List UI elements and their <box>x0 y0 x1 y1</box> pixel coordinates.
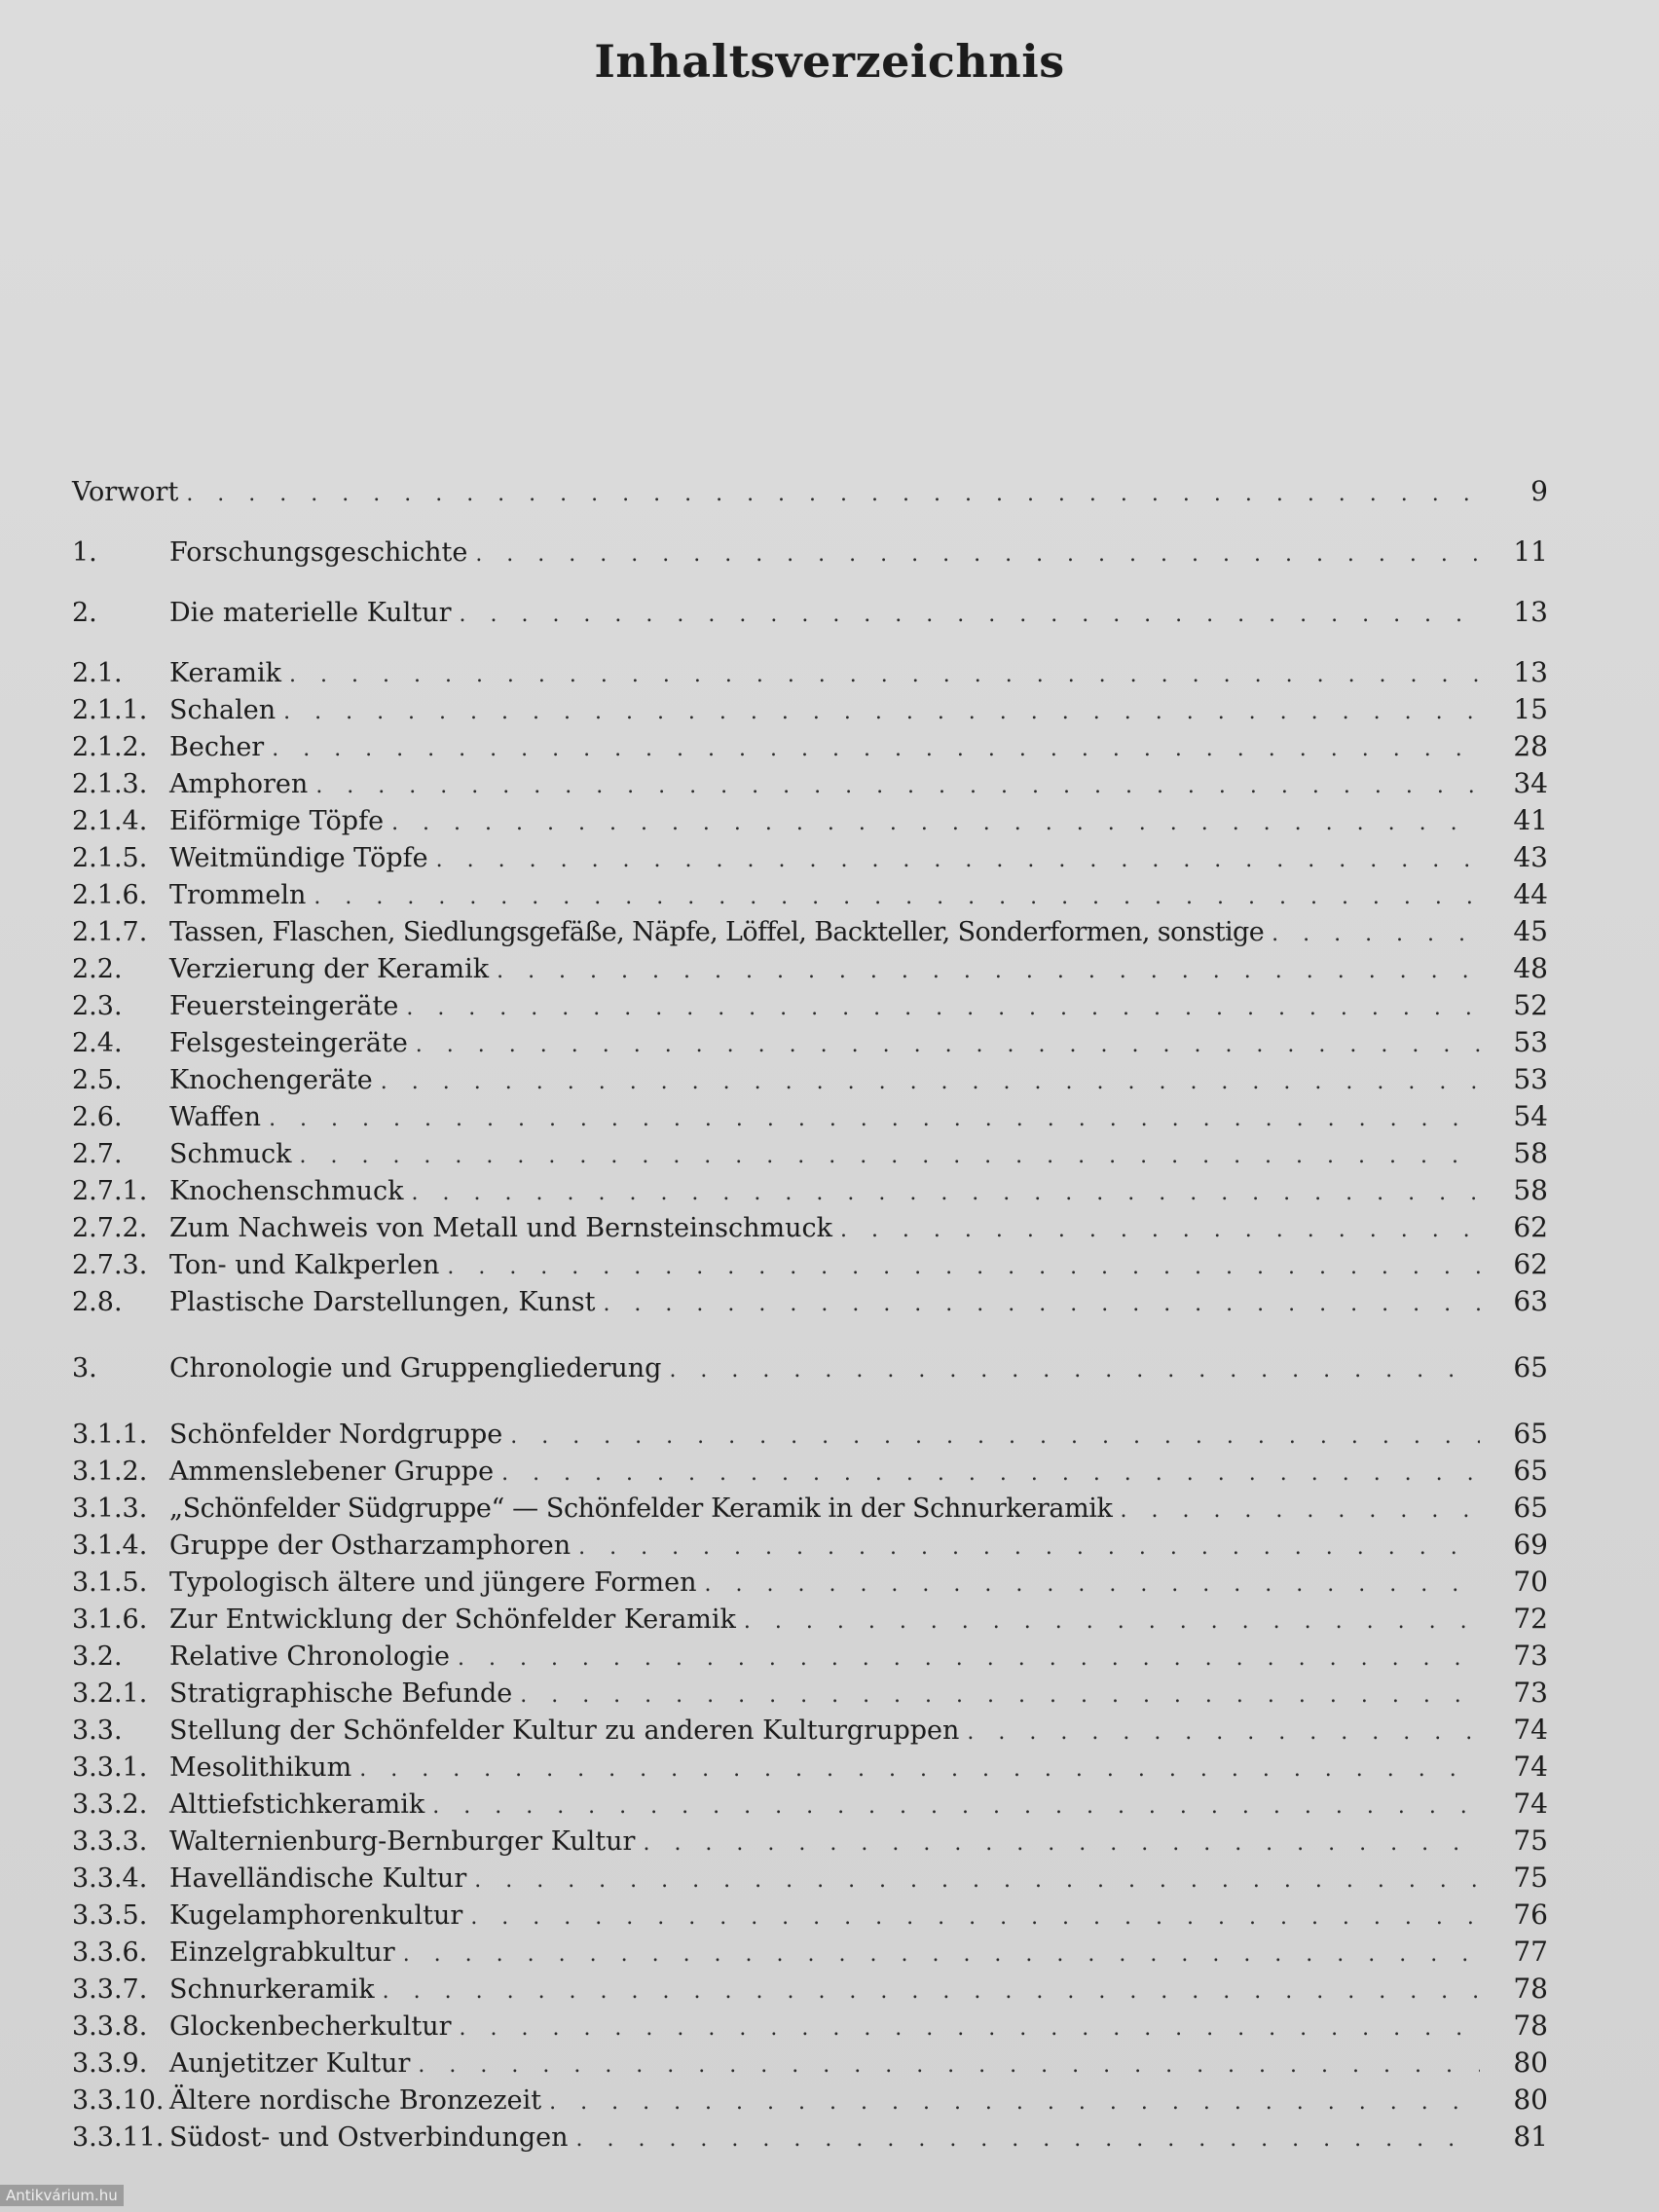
toc-entry-label: Walternienburg-Bernburger Kultur <box>169 1826 636 1857</box>
toc-entry-page: 76 <box>1513 1899 1548 1931</box>
toc-entry-label: Verzierung der Keramik <box>169 954 490 984</box>
dot-leader <box>416 1027 1480 1064</box>
toc-entry-page: 74 <box>1513 1788 1548 1820</box>
toc-entry-page: 74 <box>1513 1751 1548 1783</box>
toc-entry-page: 75 <box>1513 1862 1548 1894</box>
toc-entry-number: 2.6. <box>72 1102 123 1132</box>
toc-entry-number: 2.1.7. <box>72 917 148 947</box>
toc-entry-page: 74 <box>1513 1714 1548 1746</box>
dot-leader <box>578 1530 1480 1567</box>
dot-leader <box>447 1249 1480 1286</box>
toc-entry <box>72 1749 1548 1786</box>
toc-entry-label: Relative Chronologie <box>169 1641 450 1672</box>
dot-leader <box>272 731 1480 768</box>
toc-entry-number: 3.1.1. <box>72 1419 148 1450</box>
toc-entry <box>72 1527 1548 1564</box>
toc-entry <box>72 1209 1548 1246</box>
toc-entry-number: 3.3.3. <box>72 1826 148 1857</box>
dot-leader <box>412 1175 1480 1212</box>
toc-entry-page: 28 <box>1513 730 1548 762</box>
dot-leader <box>549 2084 1480 2121</box>
toc-entry <box>72 1246 1548 1283</box>
dot-leader <box>289 657 1480 694</box>
dot-leader <box>501 1456 1480 1493</box>
toc-entry-number: 2.7.3. <box>72 1250 148 1280</box>
dot-leader <box>299 1138 1480 1175</box>
toc-entry-page: 53 <box>1513 1063 1548 1095</box>
toc-entry-page: 80 <box>1513 2046 1548 2079</box>
dot-leader <box>383 1973 1480 2010</box>
toc-entry-page: 81 <box>1513 2120 1548 2153</box>
table-of-contents <box>72 473 1548 2156</box>
dot-leader <box>313 879 1480 916</box>
toc-entry-label: Ton- und Kalkperlen <box>169 1250 440 1280</box>
toc-entry-label: Mesolithikum <box>169 1752 352 1783</box>
toc-entry-label: Keramik <box>169 658 282 688</box>
toc-entry-page: 43 <box>1513 841 1548 873</box>
dot-leader <box>705 1567 1480 1604</box>
toc-entry-label: Ältere nordische Bronzezeit <box>169 2085 542 2116</box>
toc-entry-label: Trommeln <box>169 880 307 910</box>
toc-entry-label: Plastische Darstellungen, Kunst <box>169 1287 596 1317</box>
dot-leader <box>459 597 1480 634</box>
toc-entry <box>72 913 1548 950</box>
dot-leader <box>575 2121 1480 2158</box>
toc-entry-label: Weitmündige Töpfe <box>169 843 428 873</box>
toc-entry-number: 3.1.3. <box>72 1493 148 1524</box>
toc-entry <box>72 1283 1548 1320</box>
toc-entry-number: 2.1.4. <box>72 806 148 836</box>
toc-entry-number: 3.1.4. <box>72 1530 148 1561</box>
toc-entry-label: Gruppe der Ostharzamphoren <box>169 1530 571 1561</box>
dot-leader <box>669 1352 1480 1389</box>
dot-leader <box>406 990 1480 1027</box>
toc-entry-number: 2.7.2. <box>72 1213 148 1243</box>
dot-leader <box>418 2047 1480 2084</box>
toc-entry <box>72 2082 1548 2119</box>
toc-entry-label: Stellung der Schönfelder Kultur zu anderen Kulturgruppen <box>169 1715 960 1746</box>
toc-entry-label: Havelländische Kultur <box>169 1863 467 1894</box>
toc-entry-number: 2. <box>72 598 97 628</box>
toc-entry-label: Felsgesteingeräte <box>169 1028 408 1058</box>
toc-entry-number: 2.1.6. <box>72 880 148 910</box>
dot-leader <box>458 1641 1480 1677</box>
toc-entry-page: 62 <box>1513 1248 1548 1280</box>
toc-entry <box>72 594 1548 631</box>
toc-entry-number: 3.3.9. <box>72 2048 148 2079</box>
dot-leader <box>470 1899 1480 1936</box>
toc-entry-page: 13 <box>1513 596 1548 628</box>
toc-entry-label: Schnurkeramik <box>169 1974 375 2005</box>
toc-entry <box>72 691 1548 728</box>
toc-entry-page: 48 <box>1513 952 1548 984</box>
dot-leader <box>315 768 1480 805</box>
dot-leader <box>643 1825 1480 1862</box>
toc-entry-page: 80 <box>1513 2083 1548 2116</box>
toc-entry-page: 73 <box>1513 1677 1548 1709</box>
toc-entry-page: 75 <box>1513 1825 1548 1857</box>
toc-entry <box>72 987 1548 1024</box>
toc-entry-number: 2.7. <box>72 1139 123 1169</box>
toc-entry-label: Kugelamphorenkultur <box>169 1900 463 1931</box>
toc-entry <box>72 1712 1548 1749</box>
toc-entry-label: Eiförmige Töpfe <box>169 806 385 836</box>
toc-entry-number: 2.1.5. <box>72 843 148 873</box>
dot-leader <box>1120 1493 1480 1530</box>
toc-entry <box>72 1098 1548 1135</box>
toc-entry <box>72 1349 1548 1386</box>
toc-entry-label: Amphoren <box>169 769 309 799</box>
toc-entry-page: 78 <box>1513 2009 1548 2042</box>
toc-entry-page: 44 <box>1513 878 1548 910</box>
toc-entry-page: 65 <box>1513 1492 1548 1524</box>
toc-entry <box>72 1024 1548 1061</box>
toc-entry-number: 2.2. <box>72 954 123 984</box>
toc-entry <box>72 1453 1548 1490</box>
toc-entry <box>72 654 1548 691</box>
toc-entry-page: 52 <box>1513 989 1548 1021</box>
toc-entry <box>72 1490 1548 1527</box>
dot-leader <box>967 1714 1480 1751</box>
toc-entry-page: 53 <box>1513 1026 1548 1058</box>
toc-entry-page: 63 <box>1513 1285 1548 1317</box>
toc-entry-page: 9 <box>1530 475 1548 507</box>
toc-entry <box>72 876 1548 913</box>
toc-entry-label: Knochenschmuck <box>169 1176 404 1206</box>
toc-entry <box>72 534 1548 571</box>
toc-entry-vorwort <box>72 473 1548 510</box>
toc-entry-page: 34 <box>1513 767 1548 799</box>
toc-entry-number: 3.3.2. <box>72 1789 148 1820</box>
toc-entry <box>72 1786 1548 1823</box>
toc-entry-label: Waffen <box>169 1102 262 1132</box>
toc-entry <box>72 1638 1548 1675</box>
toc-entry-number: 3.3.10. <box>72 2085 165 2116</box>
toc-entry-page: 65 <box>1513 1351 1548 1383</box>
dot-leader <box>460 2010 1481 2047</box>
toc-entry-number: 1. <box>72 537 97 568</box>
toc-entry <box>72 1564 1548 1601</box>
toc-entry-number: 3.3.5. <box>72 1900 148 1931</box>
toc-entry-label: Südost- und Ostverbindungen <box>169 2122 569 2153</box>
toc-entry-label: Chronologie und Gruppengliederung <box>169 1353 662 1383</box>
toc-entry-number: 2.1.3. <box>72 769 148 799</box>
toc-entry-number: 3.2. <box>72 1641 123 1672</box>
toc-entry <box>72 1897 1548 1934</box>
toc-entry <box>72 1860 1548 1897</box>
toc-entry-number: 3.3.4. <box>72 1863 148 1894</box>
toc-entry-number: 3.3. <box>72 1715 123 1746</box>
toc-entry-number: 2.3. <box>72 991 123 1021</box>
toc-entry-label: Tassen, Flaschen, Siedlungsgefäße, Näpfe, Löffel, Backteller, Sonderformen, sonstige <box>169 917 1265 947</box>
toc-entry-page: 72 <box>1513 1603 1548 1635</box>
toc-entry <box>72 2008 1548 2045</box>
toc-entry-label: Einzelgrabkultur <box>169 1937 395 1968</box>
toc-entry <box>72 839 1548 876</box>
toc-entry <box>72 728 1548 765</box>
toc-entry-number: 2.1. <box>72 658 123 688</box>
toc-entry-label: Forschungsgeschichte <box>169 537 468 568</box>
toc-entry <box>72 802 1548 839</box>
toc-entry-label: Stratigraphische Befunde <box>169 1678 513 1709</box>
toc-entry-label: Feuersteingeräte <box>169 991 399 1021</box>
toc-entry-number: 2.4. <box>72 1028 123 1058</box>
toc-entry-page: 70 <box>1513 1566 1548 1598</box>
dot-leader <box>381 1064 1480 1101</box>
toc-entry-number: 3.2.1. <box>72 1678 148 1709</box>
toc-entry <box>72 765 1548 802</box>
dot-leader <box>510 1419 1480 1456</box>
toc-entry-label: Knochengeräte <box>169 1065 373 1095</box>
toc-entry-page: 65 <box>1513 1418 1548 1450</box>
dot-leader <box>474 1862 1480 1899</box>
dot-leader <box>269 1101 1480 1138</box>
toc-entry <box>72 1416 1548 1453</box>
toc-entry-number: 2.1.2. <box>72 732 148 762</box>
toc-entry-number: 3.3.7. <box>72 1974 148 2005</box>
dot-leader <box>840 1212 1480 1249</box>
dot-leader <box>436 842 1480 879</box>
toc-entry <box>72 1675 1548 1712</box>
toc-entry-number: 3.1.5. <box>72 1567 148 1598</box>
watermark: Antikvárium.hu <box>0 2185 124 2206</box>
toc-entry-number: 3.1.2. <box>72 1456 148 1487</box>
toc-entry-number: 3.1.6. <box>72 1604 148 1635</box>
toc-entry-label: Schmuck <box>169 1139 292 1169</box>
toc-entry-label: Typologisch ältere und jüngere Formen <box>169 1567 697 1598</box>
toc-entry-label: Vorwort <box>72 477 179 507</box>
toc-entry-label: Aunjetitzer Kultur <box>169 2048 411 2079</box>
toc-entry <box>72 950 1548 987</box>
toc-entry <box>72 1601 1548 1638</box>
dot-leader <box>520 1677 1480 1714</box>
toc-entry-page: 62 <box>1513 1211 1548 1243</box>
toc-entry-label: Alttiefstichkeramik <box>169 1789 425 1820</box>
toc-entry-page: 73 <box>1513 1640 1548 1672</box>
toc-entry-number: 2.7.1. <box>72 1176 148 1206</box>
toc-entry-page: 45 <box>1513 915 1548 947</box>
toc-entry-page: 13 <box>1513 656 1548 688</box>
toc-entry-label: Die materielle Kultur <box>169 598 452 628</box>
toc-entry-label: Becher <box>169 732 265 762</box>
toc-entry-page: 69 <box>1513 1529 1548 1561</box>
dot-leader <box>603 1286 1480 1323</box>
dot-leader <box>283 694 1480 731</box>
toc-entry <box>72 1823 1548 1860</box>
toc-entry-number: 3.3.1. <box>72 1752 148 1783</box>
toc-entry-number: 2.5. <box>72 1065 123 1095</box>
toc-entry-number: 3.3.11. <box>72 2122 165 2153</box>
toc-entry-page: 15 <box>1513 693 1548 725</box>
toc-entry <box>72 2119 1548 2156</box>
dot-leader <box>744 1604 1480 1641</box>
toc-entry-number: 3.3.8. <box>72 2011 148 2042</box>
dot-leader <box>391 805 1480 842</box>
toc-entry-number: 3.3.6. <box>72 1937 148 1968</box>
toc-entry-label: Zum Nachweis von Metall und Bernsteinschmuck <box>169 1213 832 1243</box>
dot-leader <box>359 1751 1480 1788</box>
dot-leader <box>186 476 1480 513</box>
toc-entry-page: 78 <box>1513 1972 1548 2005</box>
toc-entry-page: 77 <box>1513 1936 1548 1968</box>
toc-entry-page: 11 <box>1513 535 1548 568</box>
toc-entry-label: Glockenbecherkultur <box>169 2011 452 2042</box>
dot-leader <box>475 536 1480 573</box>
toc-entry-number: 2.8. <box>72 1287 123 1317</box>
toc-entry-label: Zur Entwicklung der Schönfelder Keramik <box>169 1604 736 1635</box>
toc-entry <box>72 2045 1548 2082</box>
toc-entry-page: 54 <box>1513 1100 1548 1132</box>
toc-entry <box>72 1135 1548 1172</box>
toc-entry <box>72 1172 1548 1209</box>
toc-entry <box>72 1971 1548 2008</box>
toc-entry-number: 2.1.1. <box>72 695 148 725</box>
dot-leader <box>497 953 1480 990</box>
toc-entry-label: Schalen <box>169 695 276 725</box>
toc-entry <box>72 1061 1548 1098</box>
toc-entry-page: 65 <box>1513 1455 1548 1487</box>
toc-entry <box>72 1934 1548 1971</box>
toc-entry-page: 58 <box>1513 1174 1548 1206</box>
dot-leader <box>403 1936 1480 1973</box>
toc-entry-number: 3. <box>72 1353 97 1383</box>
toc-entry-label: Ammenslebener Gruppe <box>169 1456 495 1487</box>
toc-entry-page: 41 <box>1513 804 1548 836</box>
dot-leader <box>432 1788 1480 1825</box>
dot-leader <box>1272 916 1480 953</box>
toc-entry-label: „Schönfelder Südgruppe“ — Schönfelder Keramik in der Schnurkeramik <box>169 1493 1113 1524</box>
toc-entry-page: 58 <box>1513 1137 1548 1169</box>
toc-entry-label: Schönfelder Nordgruppe <box>169 1419 503 1450</box>
page-title: Inhaltsverzeichnis <box>594 35 1065 88</box>
